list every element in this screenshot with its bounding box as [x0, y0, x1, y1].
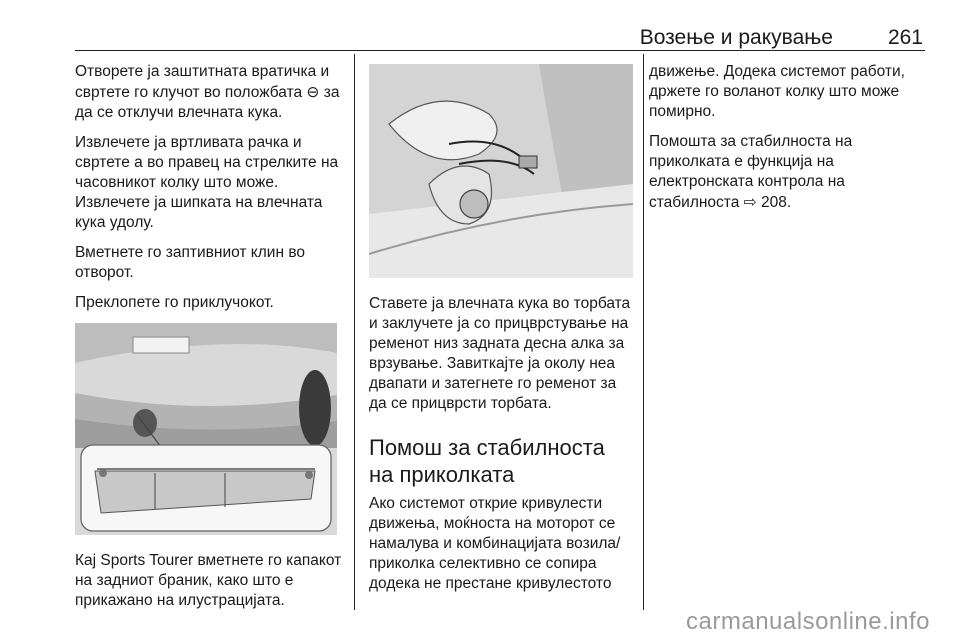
trunk-illustration	[369, 64, 633, 278]
paragraph-plug: Вметнете го заптивниот клин во отворот.	[75, 244, 306, 281]
paragraph-esc	[649, 132, 929, 213]
column-2	[369, 62, 634, 604]
paragraph-crank: Извлечете ја вртливата рачка и свртете а во правец на стрелките на часовникот колку што може. Извлечете ја шипката на влечната кука удолу.	[75, 134, 339, 231]
paragraph-unlock-text-end: за да се отклучи влечната кука.	[75, 84, 340, 121]
column-1	[75, 62, 345, 621]
paragraph-sports-tourer: Кај Sports Tourer вметнете го капакот на задниот браник, како што е прикажано на илустрацијата.	[75, 552, 342, 609]
watermark: carmanualsonline.info	[686, 608, 930, 635]
heading-trailer-stability: Помош за стабилноста на приколката	[369, 435, 605, 487]
page-reference-link[interactable]: 208.	[756, 194, 792, 211]
paragraph-steering: движење. Додека системот работи, држете го воланот колку што може помирно.	[649, 63, 905, 120]
page-number: 261	[887, 26, 923, 49]
paragraph-unlock-text: Отворете ја заштитната вратичка и свртете го клучот во положбата	[75, 63, 330, 101]
column-3	[649, 62, 929, 223]
section-title: Возење и ракување	[639, 26, 833, 49]
key-position-icon: ⊖	[306, 83, 320, 101]
column-divider-2	[643, 54, 644, 610]
paragraph-fold: Преклопете го приклучокот.	[75, 294, 274, 311]
paragraph-unlock	[75, 62, 345, 123]
paragraph-stability: Ако системот открие кривулести движења, моќноста на моторот се намалува и комбинацијата возила/ приколка селективно се сопира додека не престане кривулестото	[369, 495, 621, 592]
paragraph-bag: Ставете ја влечната кука во торбата и заклучете ја со прицврстување на ременот низ задната десна алка за врзување. Завиткајте ја околу неа двапати и затегнете го ременот за да се прицврсти торбата.	[369, 295, 631, 412]
page-header	[75, 26, 925, 51]
column-divider-1	[354, 54, 355, 610]
page-reference-arrow-icon: ⇨	[743, 193, 757, 211]
bumper-illustration	[75, 323, 337, 535]
paragraph-esc-text: Помошта за стабилноста на приколката е функција на електронската контрола на стабилноста	[649, 133, 853, 211]
